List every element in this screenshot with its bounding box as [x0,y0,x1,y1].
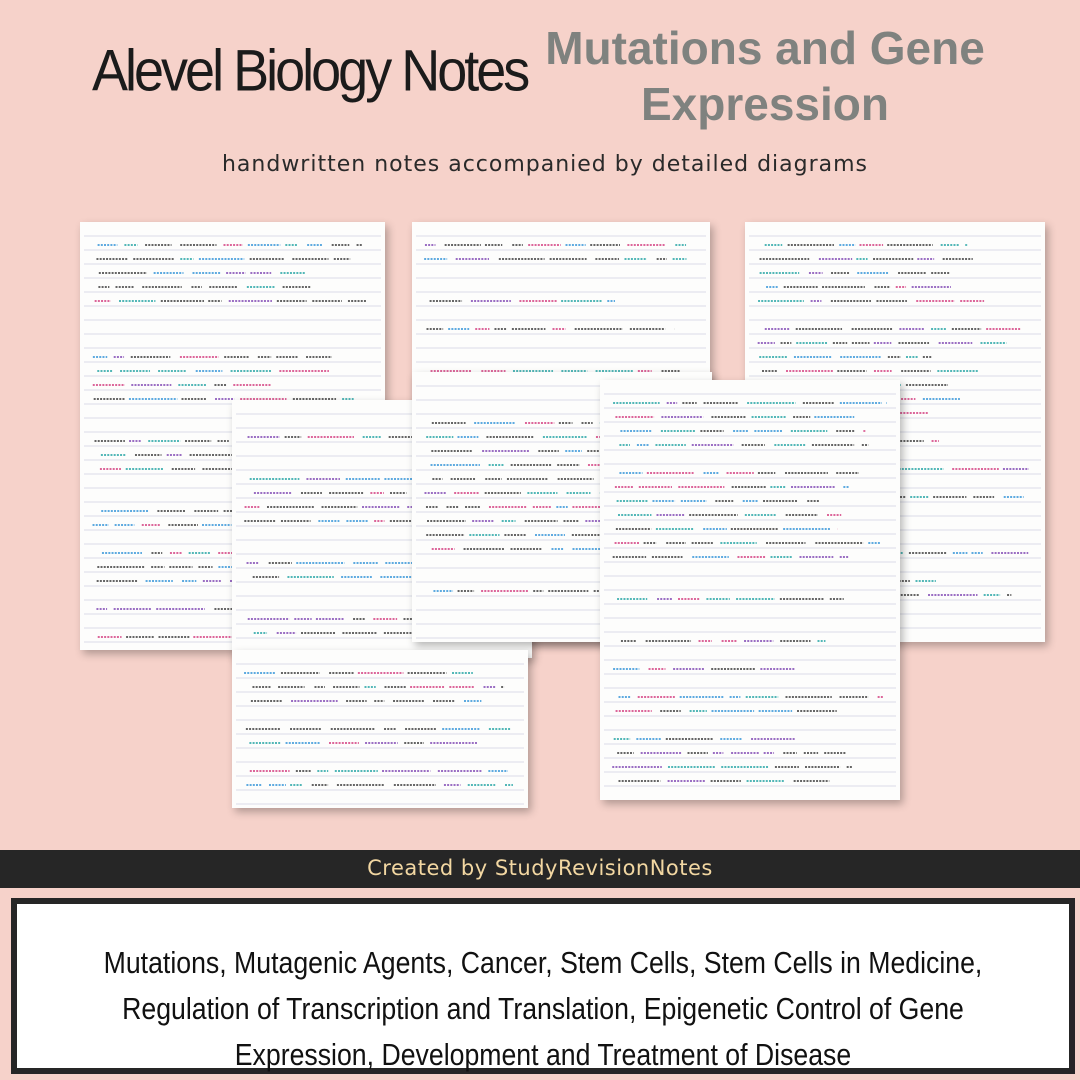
credit-text: Created by StudyRevisionNotes [367,856,713,880]
page-lines [600,380,900,800]
credit-banner [0,850,1080,888]
page-lines [232,650,528,808]
notes-page-tumours [232,650,528,808]
main-title: Alevel Biology Notes [92,38,528,104]
topics-list: Mutations, Mutagenic Agents, Cancer, Stem Cells, Stem Cells in Medicine, Regulation of Transcription and Translation, Epigenetic Control of Gene Expression, Development and Treatment of Disease [103,945,983,1072]
subtitle: handwritten notes accompanied by detailed diagrams [221,152,869,177]
topic-title: Mutations and Gene Expression [545,22,985,130]
notes-page-disease [600,380,900,800]
topics-box [11,898,1075,1074]
